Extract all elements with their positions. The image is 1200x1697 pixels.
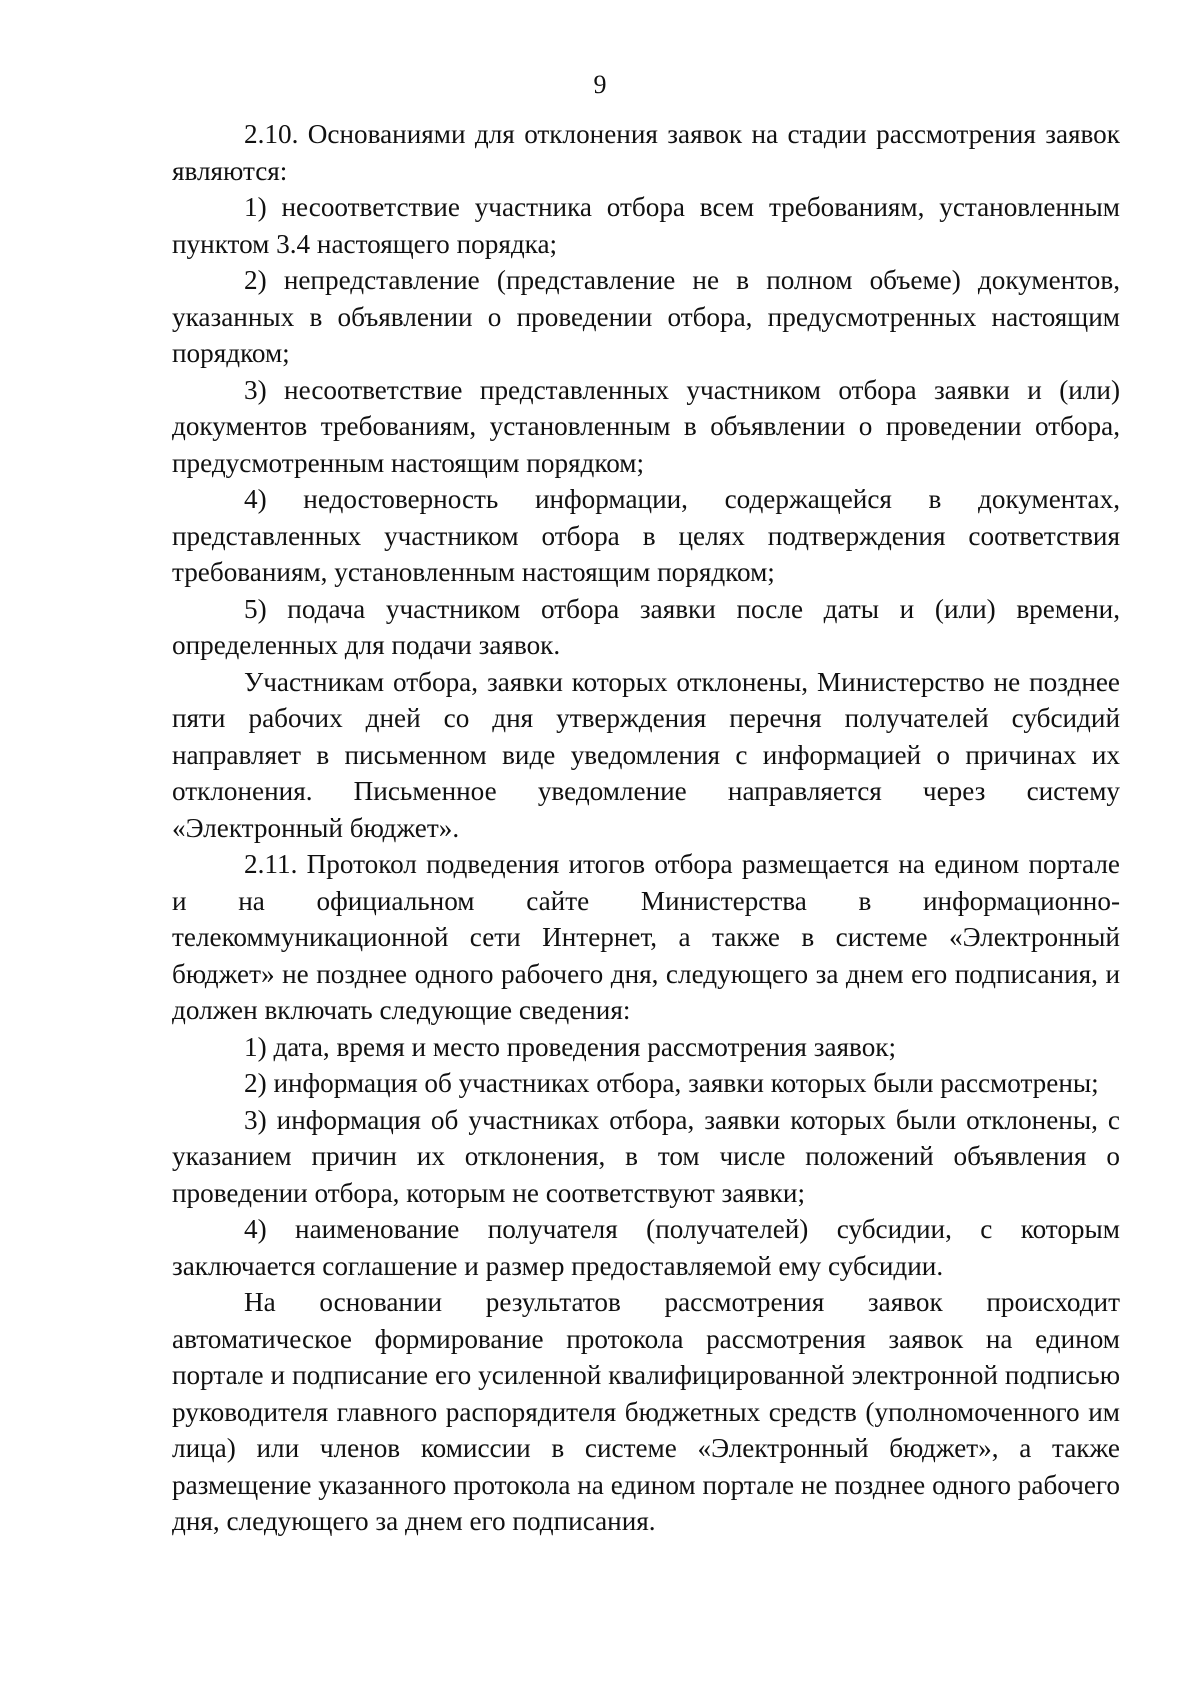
page-number: 9	[593, 70, 607, 99]
paragraph-2-11: 2.11. Протокол подведения итогов отбора размещается на едином портале и на официальном сайте Министерства в информационно-телекоммуникационной сети Интернет, а также в системе «Электронный бюджет» не позднее одного рабочего дня, следующего за днем его подписания, и должен включать следующие сведения:	[172, 849, 1120, 1025]
list-item-4: 4) недостоверность информации, содержащейся в документах, представленных участником отбора в целях подтверждения соответствия требованиям, установленным настоящим порядком;	[172, 484, 1120, 587]
protocol-item-2: 2) информация об участниках отбора, заявки которых были рассмотрены;	[244, 1068, 1099, 1098]
protocol-item-1: 1) дата, время и место проведения рассмотрения заявок;	[244, 1031, 897, 1062]
protocol-item-4: 4) наименование получателя (получателей) субсидии, с которым заключается соглашение и размер предоставляемой ему субсидии.	[172, 1214, 1120, 1281]
list-item-5: 5) подача участником отбора заявки после даты и (или) времени, определенных для подачи заявок.	[172, 593, 1120, 660]
document-body	[172, 116, 1120, 1540]
list-item-2: 2) непредставление (представление не в полном объеме) документов, указанных в объявлении о проведении отбора, предусмотренных настоящим порядком;	[172, 265, 1120, 368]
paragraph-2-10: 2.10. Основаниями для отклонения заявок на стадии рассмотрения заявок являются:	[172, 119, 1120, 186]
paragraph-protocol-formation: На основании результатов рассмотрения заявок происходит автоматическое формирование протокола рассмотрения заявок на едином портале и подписание его усиленной квалифицированной электронной подписью руководителя главного распорядителя бюджетных средств (уполномоченного им лица) или членов комиссии в системе «Электронный бюджет», а также размещение указанного протокола на едином портале не позднее одного рабочего дня, следующего за днем его подписания.	[172, 1287, 1120, 1536]
protocol-item-3: 3) информация об участниках отбора, заявки которых были отклонены, с указанием причин их отклонения, в том числе положений объявления о проведении отбора, которым не соответствуют заявки;	[172, 1104, 1120, 1208]
paragraph-rejection-notice: Участникам отбора, заявки которых отклонены, Министерство не позднее пяти рабочих дней со дня утверждения перечня получателей субсидий направляет в письменном виде уведомления с информацией о причинах их отклонения. Письменное уведомление направляется через систему «Электронный бюджет».	[172, 666, 1120, 843]
list-item-3: 3) несоответствие представленных участником отбора заявки и (или) документов требованиям, установленным в объявлении о проведении отбора, предусмотренным настоящим порядком;	[172, 374, 1120, 478]
list-item-1: 1) несоответствие участника отбора всем требованиям, установленным пунктом 3.4 настоящего порядка;	[172, 192, 1120, 259]
